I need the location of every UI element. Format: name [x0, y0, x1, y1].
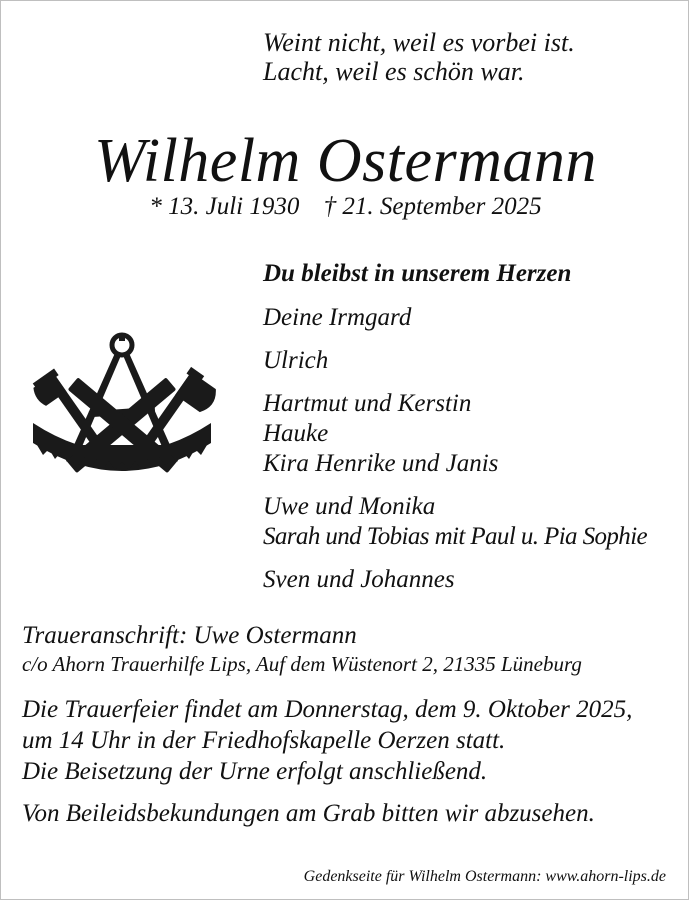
- motto-quote: [263, 28, 575, 86]
- life-dates: [1, 193, 689, 221]
- mourners-heading: Du bleibst in unserem Herzen: [263, 260, 572, 287]
- carpenter-guild-emblem-icon: [27, 331, 217, 496]
- mourner-group: [263, 492, 647, 552]
- ceremony-line-1: Die Trauerfeier findet am Donnerstag, dem 9. Oktober 2025,: [22, 696, 633, 723]
- mourner-line: Hauke: [263, 420, 329, 447]
- mourning-address: [22, 620, 582, 677]
- mourner-group: [263, 389, 647, 479]
- address-recipient: Traueranschrift: Uwe Ostermann: [22, 622, 357, 649]
- condolence-note: Von Beileidsbekundungen am Grab bitten wir abzusehen.: [22, 800, 595, 827]
- motto-line-1: Weint nicht, weil es vorbei ist.: [263, 28, 575, 57]
- motto-line-2: Lacht, weil es schön war.: [263, 57, 525, 86]
- birth-date: * 13. Juli 1930: [149, 193, 300, 220]
- mourners-list: [263, 259, 647, 608]
- deceased-name: Wilhelm Ostermann: [94, 127, 597, 195]
- mourner-group: [263, 346, 647, 376]
- mourner-line: Ulrich: [263, 347, 329, 374]
- mourner-group: [263, 303, 647, 333]
- mourner-line: Uwe und Monika: [263, 493, 436, 520]
- mourner-group: [263, 565, 647, 595]
- address-street: c/o Ahorn Trauerhilfe Lips, Auf dem Wüstenort 2, 21335 Lüneburg: [22, 652, 582, 676]
- mourner-line: Kira Henrike und Janis: [263, 450, 499, 477]
- ceremony-line-3: Die Beisetzung der Urne erfolgt anschließend.: [22, 758, 488, 785]
- memorial-page-link[interactable]: Gedenkseite für Wilhelm Ostermann: www.ahorn-lips.de: [303, 868, 666, 885]
- mourner-line: Sven und Johannes: [263, 566, 455, 593]
- mourner-line: Deine Irmgard: [263, 304, 412, 331]
- ceremony-info: [22, 694, 632, 787]
- mourner-line: Sarah und Tobias mit Paul u. Pia Sophie: [263, 523, 648, 550]
- ceremony-line-2: um 14 Uhr in der Friedhofskapelle Oerzen statt.: [22, 727, 506, 754]
- death-date: † 21. September 2025: [323, 193, 542, 220]
- mourner-line: Hartmut und Kerstin: [263, 390, 472, 417]
